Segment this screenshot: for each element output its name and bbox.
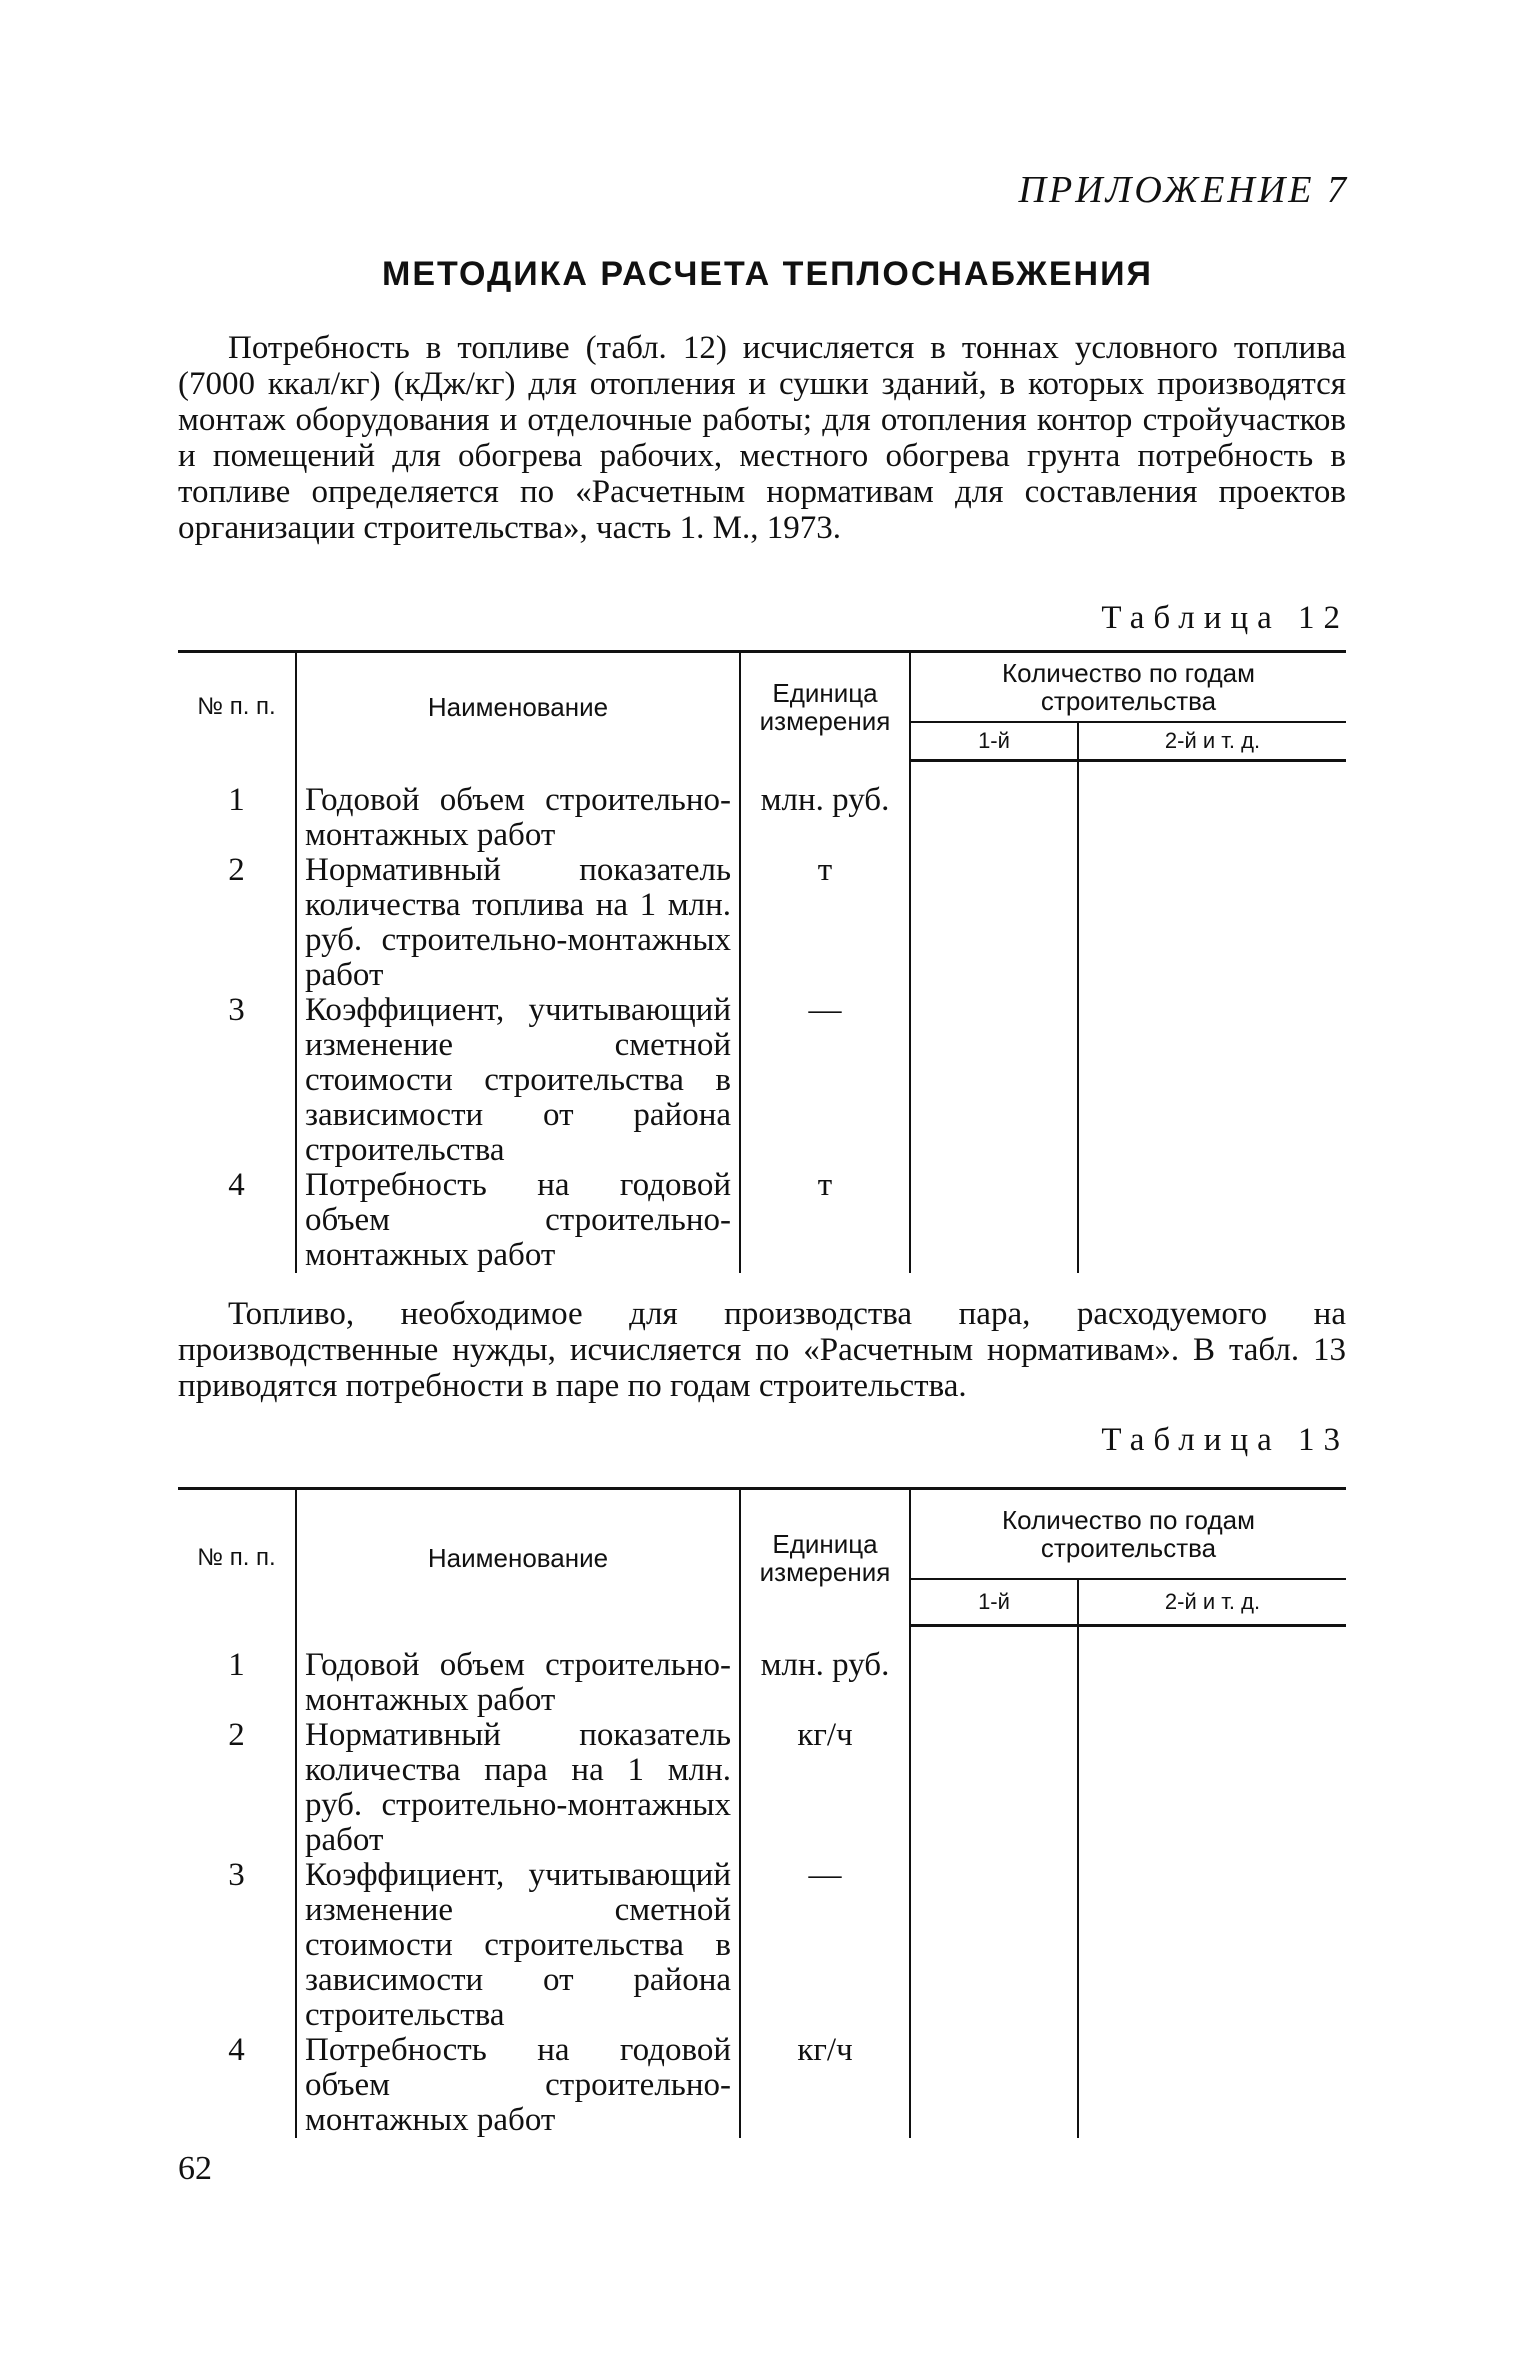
row-name: Годовой объем строительно-монтажных работ (296, 1626, 740, 1718)
row-year1 (910, 993, 1078, 1168)
table-12 (178, 650, 1346, 1273)
header-name: Наименование (296, 652, 740, 761)
table-row (178, 1858, 1346, 2033)
page-title: МЕТОДИКА РАСЧЕТА ТЕПЛОСНАБЖЕНИЯ (382, 255, 1153, 293)
header-year1: 1-й (910, 1579, 1078, 1626)
row-year1 (910, 1718, 1078, 1858)
row-name: Нормативный показатель количества топлива на 1 млн. руб. строительно-монтажных работ (296, 853, 740, 993)
header-num: № п. п. (178, 652, 296, 761)
table13-caption: Таблица 13 (1101, 1422, 1349, 1458)
row-unit: кг/ч (740, 2033, 910, 2138)
row-year2 (1078, 1168, 1346, 1273)
row-name: Коэффициент, учитывающий изменение сметной стоимости строительства в зависимости от района строительства (296, 993, 740, 1168)
row-year2 (1078, 853, 1346, 993)
row-num: 1 (228, 781, 245, 818)
header-year1: 1-й (910, 722, 1078, 761)
table-row (178, 1168, 1346, 1273)
row-year1 (910, 2033, 1078, 2138)
table-row (178, 853, 1346, 993)
row-unit: т (740, 853, 910, 993)
header-year2: 2-й и т. д. (1078, 1579, 1346, 1626)
row-num: 4 (228, 1166, 245, 1203)
row-num: 3 (228, 991, 245, 1028)
header-year2: 2-й и т. д. (1078, 722, 1346, 761)
row-name: Нормативный показатель количества пара на 1 млн. руб. строительно-монтажных работ (296, 1718, 740, 1858)
row-unit: млн. руб. (740, 1626, 910, 1718)
header-qty: Количество по годам строительства (910, 652, 1346, 723)
row-name: Коэффициент, учитывающий изменение сметной стоимости строительства в зависимости от района строительства (296, 1858, 740, 2033)
table12-caption: Таблица 12 (1101, 600, 1349, 636)
row-num: 1 (228, 1646, 245, 1683)
appendix-label: ПРИЛОЖЕНИЕ 7 (1018, 169, 1349, 211)
row-name: Потребность на годовой объем строительно-монтажных работ (296, 2033, 740, 2138)
row-name: Годовой объем строительно-монтажных работ (296, 761, 740, 853)
table-row (178, 2033, 1346, 2138)
row-year2 (1078, 761, 1346, 853)
table-row (178, 1626, 1346, 1718)
row-year1 (910, 1168, 1078, 1273)
steam-paragraph: Топливо, необходимое для производства пара, расходуемого на производственные нужды, исчисляется по «Расчетным нормативам». В табл. 13 приводятся потребности в паре по годам строительства. (178, 1296, 1346, 1404)
row-year2 (1078, 1858, 1346, 2033)
row-num: 2 (228, 851, 245, 888)
header-name: Наименование (296, 1489, 740, 1626)
row-num: 2 (228, 1716, 245, 1753)
table-row (178, 761, 1346, 853)
header-qty: Количество по годам строительства (910, 1489, 1346, 1580)
row-year2 (1078, 1626, 1346, 1718)
header-num: № п. п. (178, 1489, 296, 1626)
row-year1 (910, 1626, 1078, 1718)
page-number: 62 (178, 2150, 212, 2187)
row-unit: — (740, 993, 910, 1168)
table-row (178, 1718, 1346, 1858)
row-year2 (1078, 993, 1346, 1168)
row-unit: млн. руб. (740, 761, 910, 853)
table-13 (178, 1487, 1346, 2138)
intro-paragraph: Потребность в топливе (табл. 12) исчисляется в тоннах условного топлива (7000 ккал/кг) (кДж/кг) для отопления и сушки зданий, в которых производятся монтаж оборудования и отделочные работы; для отопления контор стройучастков и помещений для обогрева рабочих, местного обогрева грунта потребность в топливе определяется по «Расчетным нормативам для составления проектов организации строительства», часть 1. М., 1973. (178, 330, 1346, 546)
header-unit: Единица измерения (740, 1489, 910, 1626)
row-year2 (1078, 1718, 1346, 1858)
header-unit: Единица измерения (740, 652, 910, 761)
row-name: Потребность на годовой объем строительно-монтажных работ (296, 1168, 740, 1273)
row-unit: т (740, 1168, 910, 1273)
row-num: 3 (228, 1856, 245, 1893)
row-unit: — (740, 1858, 910, 2033)
row-unit: кг/ч (740, 1718, 910, 1858)
row-num: 4 (228, 2031, 245, 2068)
row-year1 (910, 761, 1078, 853)
row-year1 (910, 1858, 1078, 2033)
table-row (178, 993, 1346, 1168)
row-year2 (1078, 2033, 1346, 2138)
row-year1 (910, 853, 1078, 993)
